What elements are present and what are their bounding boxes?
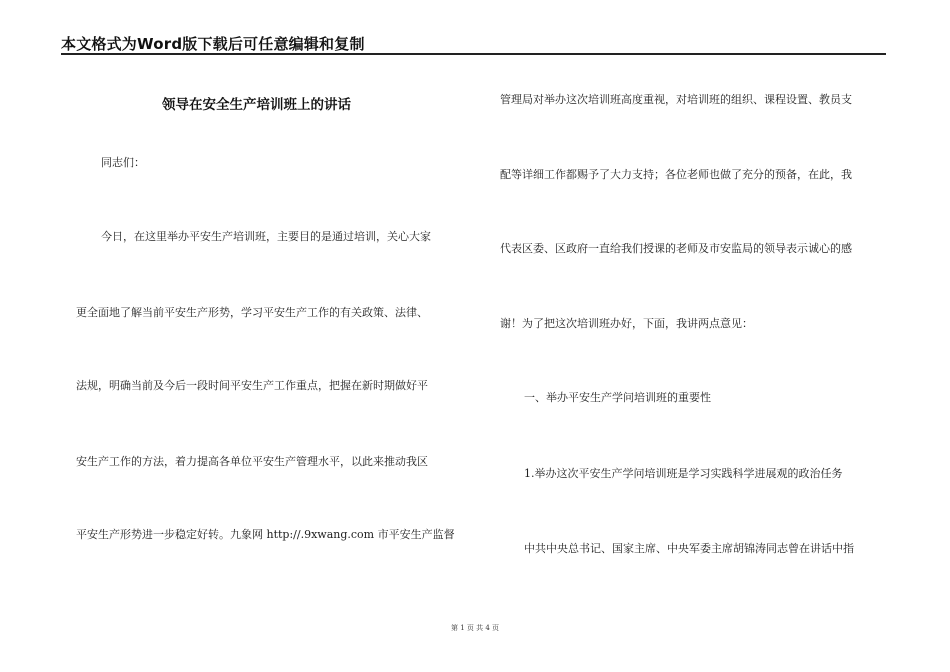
- salutation-line: 同志们：: [101, 156, 145, 169]
- body-line: 安生产工作的方法，着力提高各单位平安生产管理水平，以此来推动我区: [76, 455, 428, 468]
- section-heading: 一、举办平安生产学问培训班的重要性: [524, 391, 711, 404]
- body-line: 法规，明确当前及今后一段时间平安生产工作重点，把握在新时期做好平: [76, 379, 428, 392]
- document-title: 领导在安全生产培训班上的讲话: [162, 97, 351, 113]
- subsection-heading: 1.举办这次平安生产学问培训班是学习实践科学进展观的政治任务: [524, 467, 843, 480]
- banner-divider: [61, 53, 886, 55]
- body-line: 今日，在这里举办平安生产培训班，主要目的是通过培训，关心大家: [101, 230, 431, 243]
- body-line: 配等详细工作都赐予了大力支持；各位老师也做了充分的预备，在此，我: [500, 168, 852, 181]
- body-line: 中共中央总书记、国家主席、中央军委主席胡锦涛同志曾在讲话中指: [524, 542, 854, 555]
- body-line: 管理局对举办这次培训班高度重视，对培训班的组织、课程设置、教员支: [500, 93, 852, 106]
- body-line: 平安生产形势进一步稳定好转。九象网 http://.9xwang.com 市平安生产监督: [76, 528, 455, 541]
- page-number: 第 1 页 共 4 页: [450, 624, 500, 632]
- body-line: 谢！为了把这次培训班办好，下面，我讲两点意见：: [500, 317, 753, 330]
- download-banner: 本文格式为Word版下载后可任意编辑和复制: [61, 35, 365, 53]
- body-line: 代表区委、区政府一直给我们授课的老师及市安监局的领导表示诚心的感: [500, 242, 852, 255]
- body-line: 更全面地了解当前平安生产形势，学习平安生产工作的有关政策、法律、: [76, 306, 428, 319]
